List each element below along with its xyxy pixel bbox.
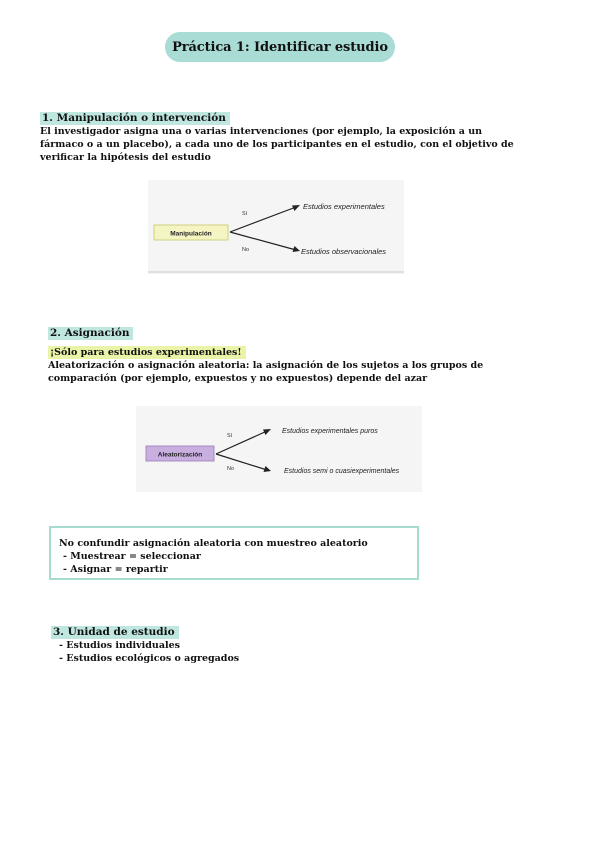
yes-arrowhead	[292, 205, 300, 211]
note-title: No confundir asignación aleatoria con muestreo aleatorio	[59, 538, 368, 549]
no-arrowhead-2	[264, 466, 272, 472]
no-result-2: Estudios semi o cuasiexperimentales	[284, 468, 400, 475]
section-1-line-3: verificar la hipótesis del estudio	[40, 152, 211, 163]
experimental-only-highlight: ¡Sólo para estudios experimentales!	[48, 346, 246, 359]
note-item-asignar: - Asignar = repartir	[63, 564, 168, 575]
section-unidad	[51, 620, 451, 665]
section-2-line-1: Aleatorización o asignación aleatoria: la asignación de los sujetos a los grupos de	[48, 360, 484, 371]
manipulacion-diagram	[148, 180, 404, 274]
list-item-ecologicos: - Estudios ecológicos o agregados	[59, 653, 240, 664]
no-label: No	[242, 247, 250, 253]
no-result: Estudios observacionales	[301, 247, 387, 256]
yes-branch-line	[230, 207, 296, 232]
yes-label-2: Sí	[227, 433, 233, 439]
page-title	[165, 32, 395, 62]
manipulacion-box-label: Manipulación	[170, 230, 212, 238]
section-manipulacion	[40, 106, 560, 164]
yes-label: Sí	[242, 211, 248, 217]
yes-result-2: Estudios experimentales puros	[282, 428, 378, 435]
no-branch-line	[230, 232, 296, 250]
section-1-heading: 1. Manipulación o intervención	[40, 112, 230, 125]
page-title-text: Práctica 1: Identificar estudio	[172, 39, 388, 55]
no-branch-line-2	[216, 454, 267, 470]
section-3-heading: 3. Unidad de estudio	[51, 626, 179, 639]
note-box	[49, 526, 419, 580]
yes-branch-line-2	[216, 431, 267, 454]
section-2-line-2: comparación (por ejemplo, expuestos y no expuestos) depende del azar	[48, 373, 428, 384]
list-item-individuales: - Estudios individuales	[59, 640, 180, 651]
section-1-line-1: El investigador asigna una o varias intervenciones (por ejemplo, la exposición a un	[40, 126, 483, 137]
section-1-line-2: fármaco o a un placebo), a cada uno de los participantes en el estudio, con el objetivo de	[40, 139, 514, 150]
section-asignacion	[48, 321, 568, 385]
no-label-2: No	[227, 466, 235, 472]
no-arrowhead	[293, 246, 301, 252]
section-2-heading: 2. Asignación	[48, 327, 133, 340]
aleatorizacion-box-label: Aleatorización	[157, 451, 203, 459]
yes-result: Estudios experimentales	[303, 202, 385, 211]
yes-arrowhead-2	[263, 429, 271, 435]
aleatorizacion-diagram	[136, 406, 422, 492]
note-item-muestrear: - Muestrear = seleccionar	[63, 551, 201, 562]
